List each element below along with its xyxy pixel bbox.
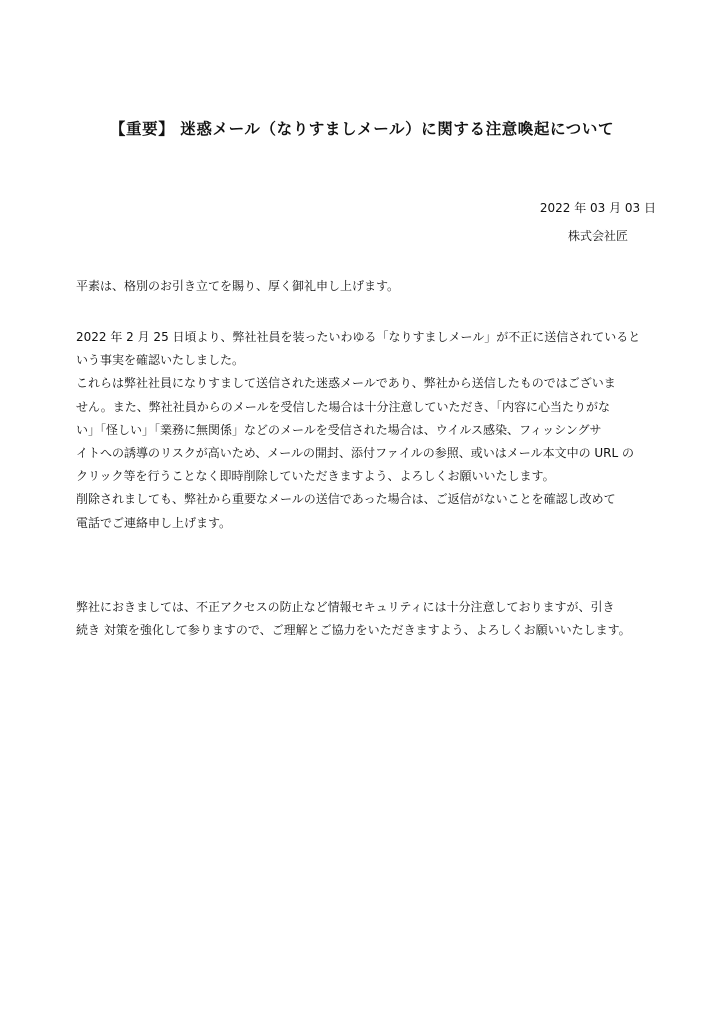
notice-body [76,326,676,535]
paragraph-line: 弊社におきましては、不正アクセスの防止など情報セキュリティには十分注意しておりますが、引き [76,600,615,614]
paragraph-line: これらは弊社社員になりすまして送信された迷惑メールであり、弊社から送信したものではございま [76,376,616,391]
paragraph-line: 続き 対策を強化して参りますので、ご理解とご協力をいただきますよう、よろしくお願いいたします。 [76,623,631,638]
greeting-line: 平素は、格別のお引き立てを賜り、厚く御礼申し上げます。 [76,279,400,293]
paragraph-warning [76,372,676,488]
paragraph-line: せん。また、弊社社員からのメールを受信した場合は十分注意していただき、「内容に心当たりがな [76,399,611,414]
document-date: 2022 年 03 月 03 日 [539,201,656,215]
greeting-paragraph [76,275,676,298]
paragraph-followup [76,488,676,534]
paragraph-line: クリック等を行うことなく即時削除していただきますよう、よろしくお願いいたします。 [76,469,555,484]
paragraph-incident [76,326,676,372]
paragraph-line: 2022 年 2 月 25 日頃より、弊社社員を装ったいわゆる「なりすましメール」が不正に送信されていると [76,330,641,344]
paragraph-line: 削除されましても、弊社から重要なメールの送信であった場合は、ご返信がないことを確認し改めて [76,492,616,507]
paragraph-line: 電話でご連絡申し上げます。 [76,515,232,530]
paragraph-line: イトへの誘導のリスクが高いため、メールの開封、添付ファイルの参照、或いはメール本文中の URL の [76,446,634,461]
company-name: 株式会社匠 [567,229,628,243]
paragraph-line: いう事実を確認いたしました。 [76,353,245,368]
closing-paragraph [76,596,676,642]
paragraph-line: い」「怪しい」「業務に無関係」などのメールを受信された場合は、ウイルス感染、フィッシングサ [76,422,602,437]
document-title: 【重要】 迷惑メール（なりすましメール）に関する注意喚起について [109,120,615,138]
